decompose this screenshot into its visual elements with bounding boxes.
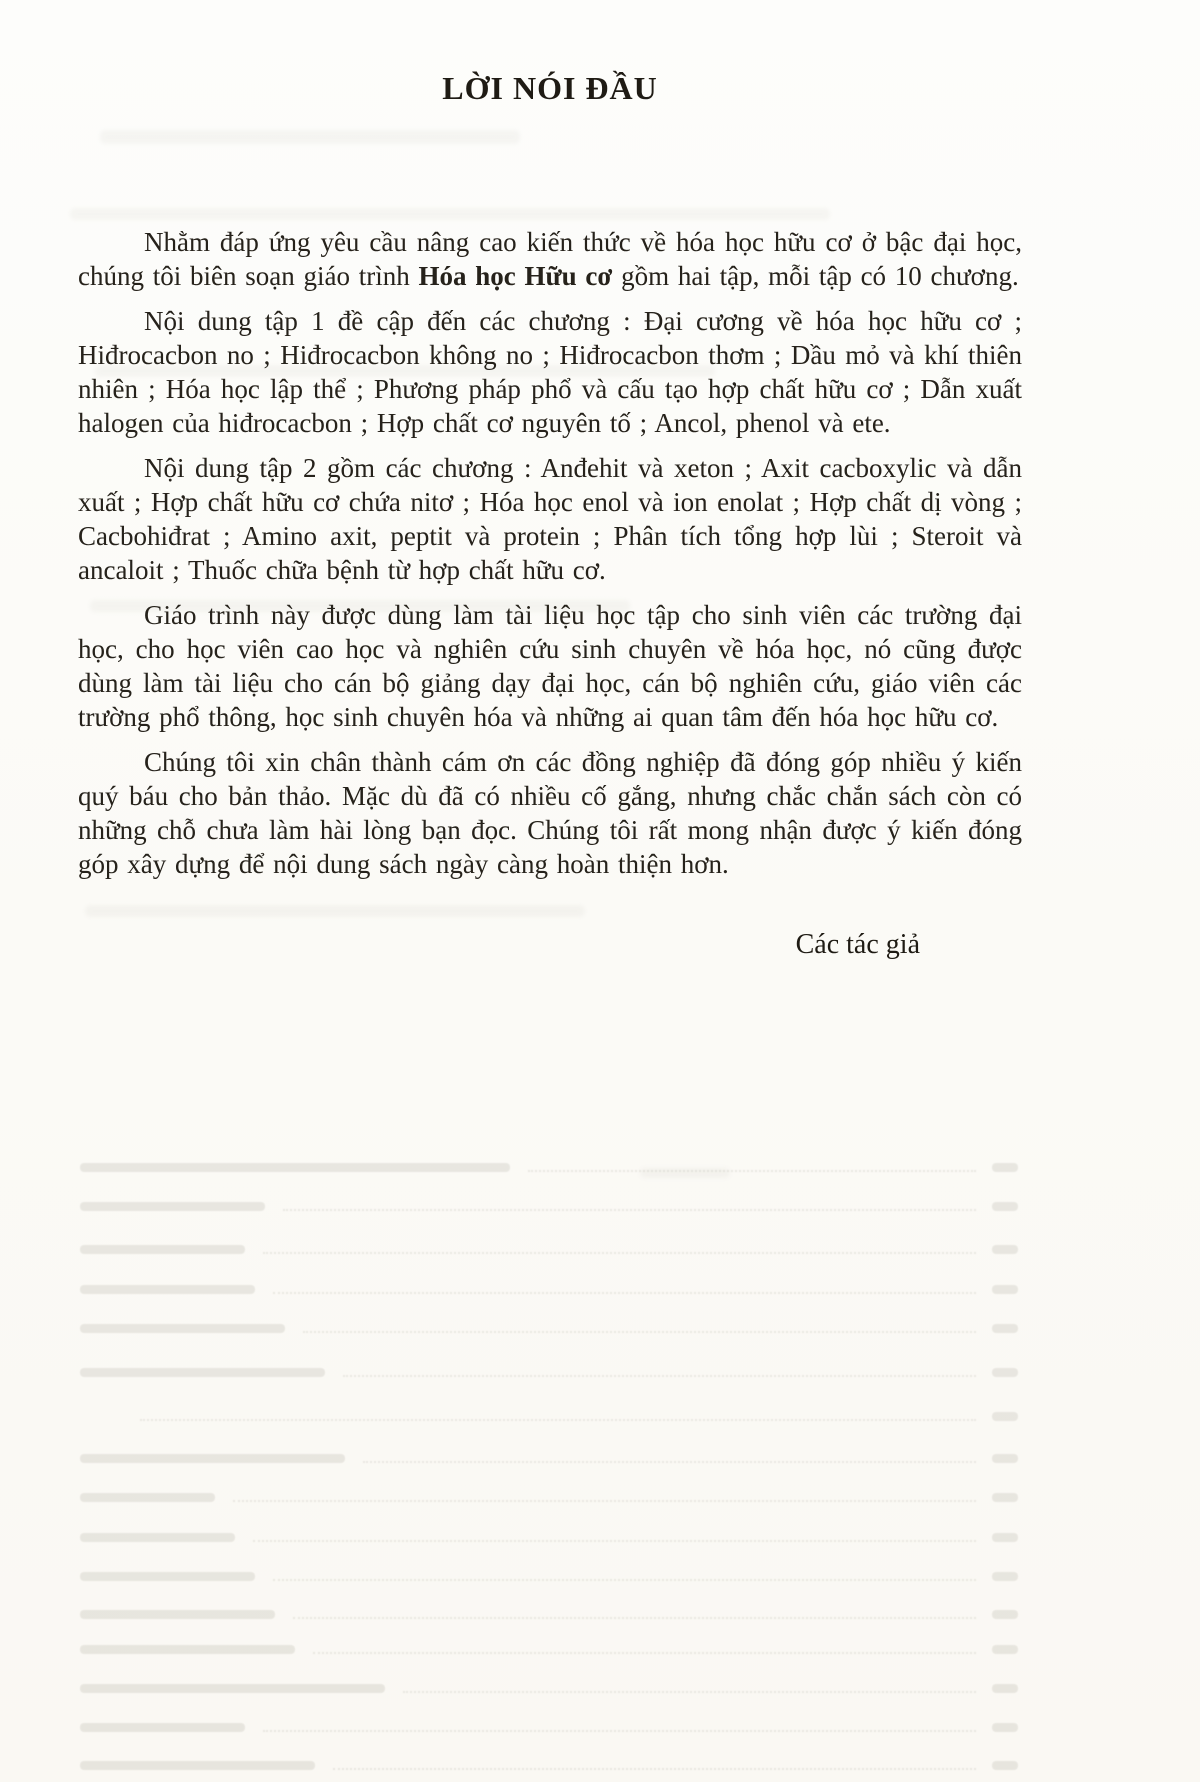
bleed-through-line bbox=[80, 1449, 1018, 1467]
bleed-through-line bbox=[80, 1679, 1018, 1697]
bleed-through-line bbox=[80, 1488, 1018, 1506]
paragraph-3: Nội dung tập 2 gồm các chương : Anđehit và xeton ; Axit cacboxylic và dẫn xuất ; Hợp chất hữu cơ chứa nitơ ; Hóa học enol và ion enolat ; Hợp chất dị vòng ; Cacbohiđrat ; Amino axit, peptit và protein ; Phân tích tổng hợp lùi ; Steroit và ancaloit ; Thuốc chữa bệnh từ hợp chất hữu cơ. bbox=[78, 453, 1022, 585]
bleed-through-line bbox=[80, 1280, 1018, 1298]
bleed-through-line bbox=[80, 1319, 1018, 1337]
authors-signature: Các tác giả bbox=[795, 929, 920, 960]
bleed-through-line bbox=[80, 1363, 1018, 1381]
book-title-inline: Hóa học Hữu cơ bbox=[418, 261, 613, 291]
paragraph-4: Giáo trình này được dùng làm tài liệu học tập cho sinh viên các trường đại học, cho học viên cao học và nghiên cứu sinh chuyên về hóa học, nó cũng được dùng làm tài liệu cho cán bộ giảng dạy đại học, cán bộ nghiên cứu, giáo viên các trường phổ thông, học sinh chuyên hóa và những ai quan tâm đến hóa học hữu cơ. bbox=[78, 600, 1022, 732]
paragraph-2: Nội dung tập 1 đề cập đến các chương : Đại cương về hóa học hữu cơ ; Hiđrocacbon no ; Hiđrocacbon không no ; Hiđrocacbon thơm ; Dầu mỏ và khí thiên nhiên ; Hóa học lập thể ; Phương pháp phổ và cấu tạo hợp chất hữu cơ ; Dẫn xuất halogen của hiđrocacbon ; Hợp chất cơ nguyên tố ; Ancol, phenol và ete. bbox=[78, 306, 1022, 438]
paragraph-5: Chúng tôi xin chân thành cám ơn các đồng nghiệp đã đóng góp nhiều ý kiến quý báu cho bản thảo. Mặc dù đã có nhiều cố gắng, nhưng chắc chắn sách còn có những chỗ chưa làm hài lòng bạn đọc. Chúng tôi rất mong nhận được ý kiến đóng góp xây dựng để nội dung sách ngày càng hoàn thiện hơn. bbox=[78, 747, 1022, 879]
bleed-through-line bbox=[80, 1640, 1018, 1658]
paragraph-1-lead: Nhằm đáp ứng yêu cầu nâng cao kiến thức về hóa học hữu cơ ở bậc đại học, chúng tôi biên soạn giáo trình bbox=[78, 227, 1022, 291]
page-content bbox=[78, 70, 1022, 961]
bleed-through-smudge bbox=[640, 1168, 730, 1178]
bleed-through-line bbox=[80, 1718, 1018, 1736]
bleed-through-line bbox=[80, 1528, 1018, 1546]
bleed-through-line bbox=[80, 1158, 1018, 1176]
bleed-through-line bbox=[80, 1240, 1018, 1258]
bleed-through-line bbox=[80, 1605, 1018, 1623]
bleed-through-line bbox=[80, 1197, 1018, 1215]
paragraph-1-tail: gồm hai tập, mỗi tập có 10 chương. bbox=[612, 261, 1019, 291]
bleed-through-line bbox=[80, 1407, 1018, 1425]
bleed-through-line bbox=[80, 1756, 1018, 1774]
bleed-through-line bbox=[80, 1567, 1018, 1585]
page-title: LỜI NÓI ĐẦU bbox=[442, 70, 658, 106]
paragraph-1 bbox=[78, 225, 1022, 293]
foreword-body bbox=[78, 225, 1022, 881]
